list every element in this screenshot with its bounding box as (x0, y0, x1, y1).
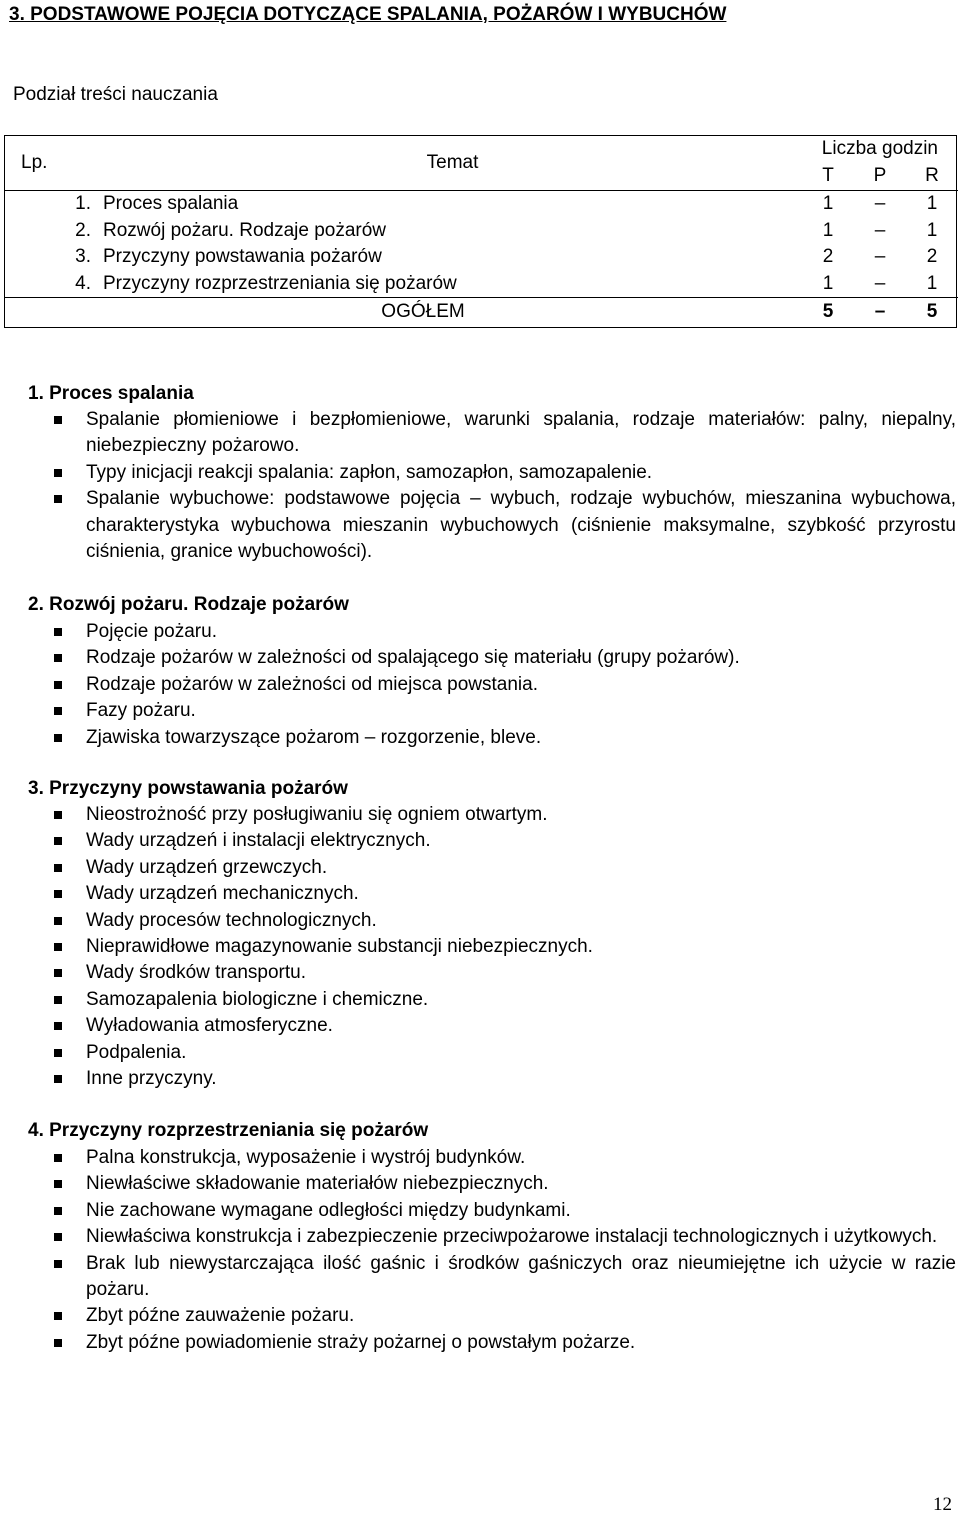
row-t: 1 (822, 219, 834, 241)
row-r: 1 (926, 219, 938, 241)
row-p: – (874, 246, 886, 268)
row-t: 1 (822, 273, 834, 295)
list-item-text: Nieostrożność przy posługiwaniu się ogniem otwartym. (86, 804, 548, 825)
list-item (50, 802, 956, 828)
row-topic: Przyczyny powstawania pożarów (103, 246, 382, 268)
row-t: 2 (822, 246, 834, 268)
bullet-icon (54, 943, 62, 951)
list-item-text: Spalanie wybuchowe: podstawowe pojęcia – wybuch, rodzaje wybuchów, mieszanina wybuchowa, charakterystyka wybuchowa mieszanin wybuchowych (ciśnienie maksymalne, szybkość przyrostu ciśnienia, granice wybuchowości). (86, 488, 956, 563)
list-item-text: Wady procesów technologicznych. (86, 909, 377, 931)
bullet-icon (54, 707, 62, 715)
row-p: – (854, 191, 906, 218)
list-item (50, 1013, 956, 1039)
row-topic: Proces spalania (97, 191, 802, 218)
list-item-text: Niewłaściwe składowanie materiałów niebezpiecznych. (86, 1173, 549, 1195)
list-item (50, 1198, 956, 1224)
row-p: – (874, 273, 886, 295)
row-r: 1 (906, 191, 958, 218)
curriculum-subheading: Podział treści nauczania (13, 84, 218, 105)
header-t: T (822, 165, 834, 187)
section-list (50, 407, 956, 565)
list-item (50, 698, 956, 724)
table-row (4, 191, 958, 218)
row-lp: 3. (75, 246, 91, 268)
list-item-text: Spalanie płomieniowe i bezpłomieniowe, warunki spalania, rodzaje materiałów: palny, niepalny, niebezpieczny pożarowo. (86, 409, 956, 457)
bullet-icon (54, 469, 62, 477)
bullet-icon (54, 654, 62, 662)
row-lp: 1. (4, 191, 97, 218)
list-item-text: Fazy pożaru. (86, 700, 196, 722)
list-item (50, 645, 956, 671)
row-topic: Rozwój pożaru. Rodzaje pożarów (103, 219, 387, 241)
section-title: 1. Proces spalania (28, 383, 194, 404)
list-item (50, 1040, 956, 1066)
list-item (50, 1171, 956, 1197)
list-item (50, 1303, 956, 1329)
list-item-text: Nie zachowane wymagane odległości między budynkami. (86, 1199, 571, 1221)
list-item-text: Rodzaje pożarów w zależności od miejsca powstania. (86, 673, 539, 695)
list-item (50, 960, 956, 986)
list-item (50, 672, 956, 698)
bullet-icon (54, 1154, 62, 1162)
list-item-text: Wady środków transportu. (86, 962, 306, 984)
section-title: 2. Rozwój pożaru. Rodzaje pożarów (28, 594, 349, 615)
curriculum-table (4, 135, 958, 325)
list-item (50, 460, 956, 486)
list-item (50, 855, 956, 881)
list-item (50, 407, 956, 460)
header-hours: Liczba godzin (821, 137, 938, 159)
total-r: 5 (906, 298, 958, 325)
page-number: 12 (933, 1494, 952, 1515)
list-item-text: Samozapalenia biologiczne i chemiczne. (86, 988, 429, 1010)
list-item-text: Nieprawidłowe magazynowanie substancji niebezpiecznych. (86, 936, 593, 958)
list-item-text: Wyładowania atmosferyczne. (86, 1015, 333, 1037)
list-item-text: Brak lub niewystarczająca ilość gaśnic i środków gaśniczych oraz nieumiejętne ich użycie w razie pożaru. (86, 1252, 956, 1301)
row-lp: 2. (75, 219, 91, 241)
table-header-row (4, 135, 958, 163)
list-item (50, 908, 956, 934)
bullet-icon (54, 1022, 62, 1030)
bullet-icon (54, 1339, 62, 1347)
section-list (50, 619, 956, 751)
bullet-icon (54, 628, 62, 636)
bullet-icon (54, 969, 62, 977)
document-heading: 3. PODSTAWOWE POJĘCIA DOTYCZĄCE SPALANIA, POŻARÓW I WYBUCHÓW (9, 4, 727, 25)
section-list (50, 802, 956, 1092)
bullet-icon (54, 811, 62, 819)
list-item-text: Typy inicjacji reakcji spalania: zapłon, samozapłon, samozapalenie. (86, 461, 653, 483)
table-row (4, 244, 958, 271)
list-item (50, 881, 956, 907)
bullet-icon (54, 734, 62, 742)
list-item-text: Pojęcie pożaru. (86, 621, 217, 642)
list-item (50, 1330, 956, 1356)
bullet-icon (54, 1075, 62, 1083)
bullet-icon (54, 917, 62, 925)
list-item (50, 486, 956, 565)
list-item-text: Wady urządzeń mechanicznych. (86, 883, 359, 905)
table-row (4, 271, 958, 298)
row-topic: Przyczyny rozprzestrzeniania się pożarów (103, 273, 457, 295)
bullet-icon (54, 1049, 62, 1057)
bullet-icon (54, 1312, 62, 1320)
list-item-text: Zbyt późne zauważenie pożaru. (86, 1305, 355, 1327)
bullet-icon (54, 890, 62, 898)
header-lp: Lp. (21, 151, 48, 173)
list-item (50, 1066, 956, 1092)
list-item-text: Niewłaściwa konstrukcja i zabezpieczenie przeciwpożarowe instalacji technologicznych i użytkowych. (86, 1226, 938, 1248)
row-r: 1 (926, 273, 938, 295)
list-item-text: Inne przyczyny. (86, 1068, 217, 1090)
row-p: – (874, 219, 886, 241)
header-r: R (925, 165, 939, 187)
list-item (50, 934, 956, 960)
total-label: OGÓŁEM (4, 298, 802, 325)
header-topic: Temat (426, 151, 479, 173)
list-item (50, 619, 956, 645)
row-lp: 4. (75, 273, 91, 295)
row-r: 2 (926, 246, 938, 268)
section-title: 3. Przyczyny powstawania pożarów (28, 778, 348, 799)
table-total-row (4, 298, 958, 325)
bullet-icon (54, 996, 62, 1004)
total-p: – (854, 298, 906, 325)
list-item-text: Wady urządzeń grzewczych. (86, 856, 328, 878)
list-item-text: Rodzaje pożarów w zależności od spalającego się materiału (grupy pożarów). (86, 647, 740, 669)
row-t: 1 (802, 191, 854, 218)
list-item-text: Wady urządzeń i instalacji elektrycznych. (86, 830, 431, 852)
list-item-text: Zbyt późne powiadomienie straży pożarnej o powstałym pożarze. (86, 1331, 636, 1353)
section-list (50, 1145, 956, 1356)
table-row (4, 218, 958, 245)
bullet-icon (54, 416, 62, 424)
list-item-text: Podpalenia. (86, 1041, 187, 1063)
bullet-icon (54, 1260, 62, 1268)
list-item (50, 1145, 956, 1171)
list-item (50, 725, 956, 751)
list-item (50, 987, 956, 1013)
bullet-icon (54, 495, 62, 503)
list-item (50, 1251, 956, 1304)
list-item (50, 828, 956, 854)
header-p: P (873, 165, 887, 187)
total-t: 5 (802, 298, 854, 325)
section-title: 4. Przyczyny rozprzestrzeniania się pożarów (28, 1120, 429, 1141)
bullet-icon (54, 1180, 62, 1188)
bullet-icon (54, 1233, 62, 1241)
list-item-text: Zjawiska towarzyszące pożarom – rozgorzenie, bleve. (86, 726, 542, 748)
bullet-icon (54, 1207, 62, 1215)
list-item-text: Palna konstrukcja, wyposażenie i wystrój budynków. (86, 1147, 526, 1168)
bullet-icon (54, 681, 62, 689)
bullet-icon (54, 837, 62, 845)
bullet-icon (54, 864, 62, 872)
list-item (50, 1224, 956, 1250)
